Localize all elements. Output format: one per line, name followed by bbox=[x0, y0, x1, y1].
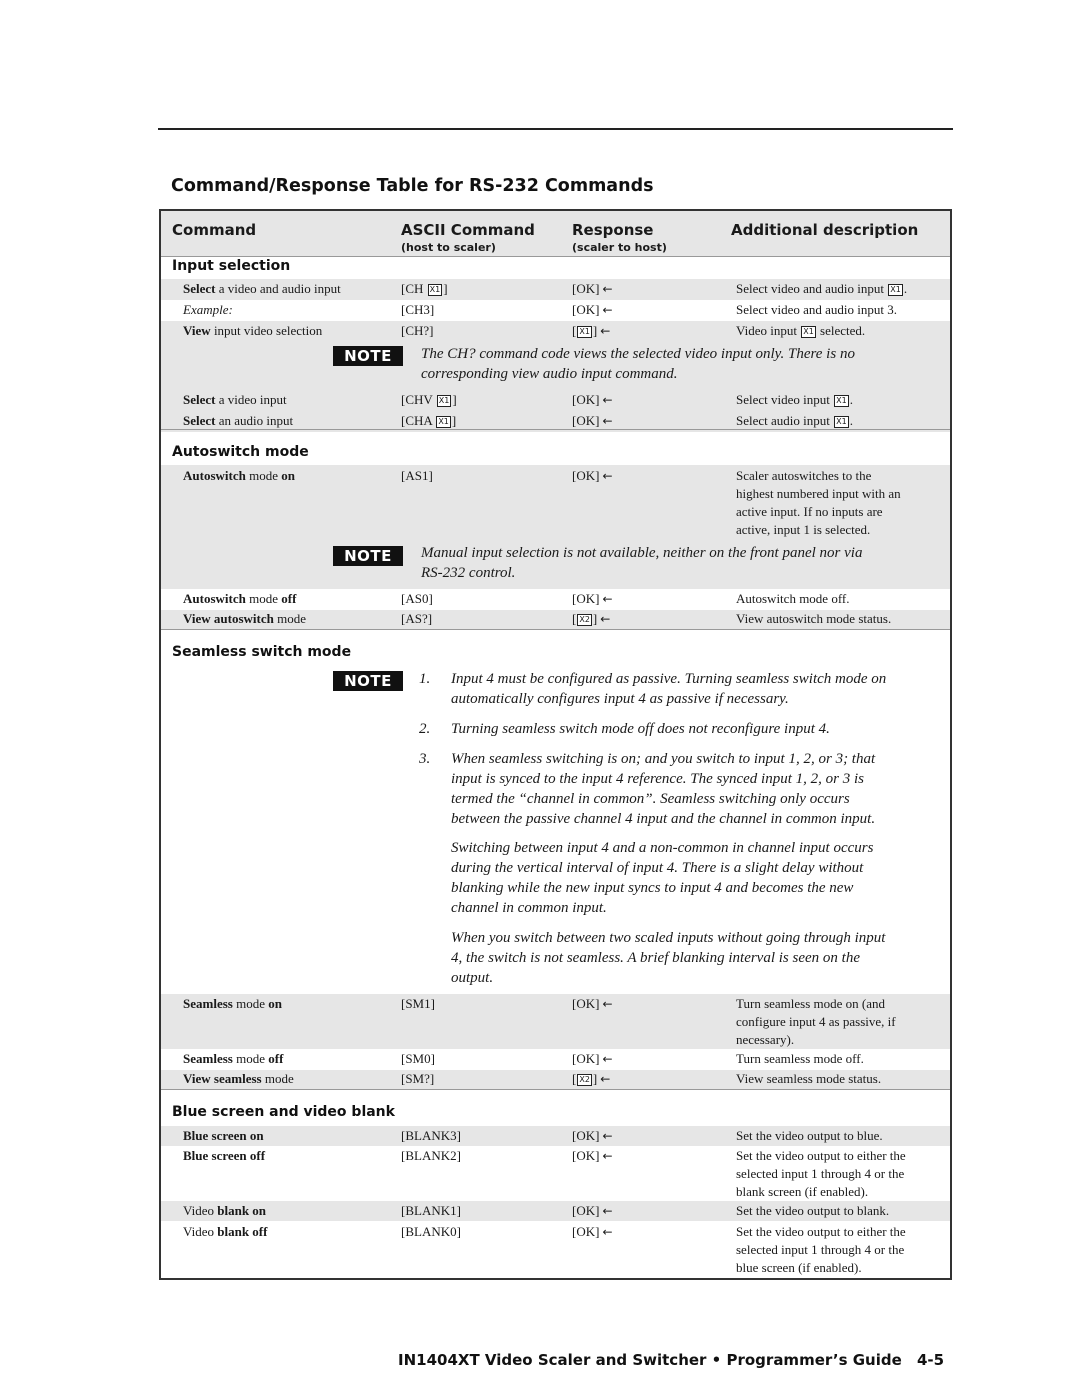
row-response: [ X1 ] ← bbox=[572, 323, 611, 338]
note-text: input is synced to the input 4 reference. The synced input 1, 2, or 3 is bbox=[451, 771, 864, 787]
row-command: Autoswitch mode on bbox=[183, 468, 295, 483]
row-description-line: Scaler autoswitches to the bbox=[736, 468, 872, 483]
note-badge: NOTE bbox=[333, 346, 403, 366]
return-arrow-icon: ← bbox=[602, 997, 613, 1011]
section-divider bbox=[161, 429, 950, 430]
row-response: [OK] ← bbox=[572, 1051, 613, 1066]
table-row bbox=[161, 321, 950, 342]
page-footer: IN1404XT Video Scaler and Switcher • Programmer’s Guide bbox=[398, 1351, 902, 1369]
note-text: corresponding view audio input command. bbox=[421, 366, 678, 382]
note-text: Manual input selection is not available, neither on the front panel nor via bbox=[421, 545, 863, 561]
return-arrow-icon: ← bbox=[602, 414, 613, 428]
x1-icon: X1 bbox=[438, 396, 450, 405]
row-response: [OK] ← bbox=[572, 413, 613, 428]
table-row bbox=[161, 610, 950, 629]
table-row bbox=[161, 300, 950, 321]
row-description-line: active, input 1 is selected. bbox=[736, 522, 871, 537]
row-description-line: blank screen (if enabled). bbox=[736, 1184, 869, 1199]
note-text: blanking while the new input syncs to input 4 and becomes the new bbox=[451, 880, 854, 896]
table-row bbox=[161, 1146, 950, 1201]
x2-icon: X2 bbox=[579, 1075, 590, 1084]
header-response-sub: (scaler to host) bbox=[572, 241, 667, 254]
return-arrow-icon: ← bbox=[602, 1204, 613, 1218]
table-row bbox=[161, 1049, 950, 1070]
row-command: Select a video and audio input bbox=[183, 281, 341, 296]
row-ascii: [SM1] bbox=[401, 996, 435, 1011]
row-command: Select a video input bbox=[183, 392, 287, 407]
row-ascii: [BLANK3] bbox=[401, 1128, 461, 1143]
row-description: Select audio input X1 . bbox=[736, 413, 853, 428]
note-text: Turning seamless switch mode off does not reconfigure input 4. bbox=[451, 721, 830, 737]
row-ascii: [BLANK1] bbox=[401, 1203, 461, 1218]
note-text: 4, the switch is not seamless. A brief blanking interval is seen on the bbox=[451, 950, 860, 966]
section-divider bbox=[161, 1089, 950, 1090]
section-seamless: Seamless switch mode bbox=[172, 644, 352, 660]
row-ascii: [CH X1 ] bbox=[401, 281, 448, 296]
table-header bbox=[161, 211, 950, 257]
note-text: When you switch between two scaled inputs without going through input bbox=[451, 930, 886, 946]
table-row bbox=[161, 589, 950, 610]
return-arrow-icon: ← bbox=[602, 1225, 613, 1239]
header-ascii-sub: (host to scaler) bbox=[401, 241, 496, 254]
row-description-line: configure input 4 as passive, if bbox=[736, 1014, 896, 1029]
x1-icon: X1 bbox=[803, 327, 814, 336]
row-response: [OK] ← bbox=[572, 468, 613, 483]
return-arrow-icon: ← bbox=[602, 592, 613, 606]
return-arrow-icon: ← bbox=[602, 1052, 613, 1066]
row-command: Blue screen on bbox=[183, 1128, 264, 1143]
return-arrow-icon: ← bbox=[602, 303, 613, 317]
note-text: RS-232 control. bbox=[421, 565, 516, 581]
table-row bbox=[161, 390, 950, 411]
x2-icon: X2 bbox=[579, 615, 590, 624]
command-response-table bbox=[159, 209, 952, 1280]
table-row bbox=[161, 994, 950, 1049]
note-text: The CH? command code views the selected video input only. There is no bbox=[421, 346, 855, 362]
return-arrow-icon: ← bbox=[600, 1072, 611, 1086]
note-text: termed the “channel in common”. Seamless switching only occurs bbox=[451, 791, 850, 807]
table-row bbox=[161, 279, 950, 300]
row-command: Seamless mode off bbox=[183, 1051, 284, 1066]
row-ascii: [CH3] bbox=[401, 302, 435, 317]
header-description: Additional description bbox=[731, 221, 919, 239]
row-description: Autoswitch mode off. bbox=[736, 591, 850, 606]
row-ascii: [AS0] bbox=[401, 591, 433, 606]
note-item-number: 1. bbox=[419, 671, 431, 687]
row-description-line: Set the video output to either the bbox=[736, 1148, 906, 1163]
header-command: Command bbox=[172, 221, 257, 239]
x1-icon: X1 bbox=[429, 285, 441, 294]
note-text: during the vertical interval of input 4. There is a slight delay without bbox=[451, 860, 864, 876]
row-response: [OK] ← bbox=[572, 1148, 613, 1163]
note-badge: NOTE bbox=[333, 546, 403, 566]
note-badge: NOTE bbox=[333, 671, 403, 691]
return-arrow-icon: ← bbox=[602, 1129, 613, 1143]
row-command: Autoswitch mode off bbox=[183, 591, 297, 606]
row-description-line: blue screen (if enabled). bbox=[736, 1260, 862, 1275]
table-row bbox=[161, 1221, 950, 1278]
row-description: View seamless mode status. bbox=[736, 1071, 882, 1086]
row-ascii: [SM0] bbox=[401, 1051, 435, 1066]
return-arrow-icon: ← bbox=[602, 469, 613, 483]
x1-icon: X1 bbox=[836, 396, 847, 405]
note-text: between the passive channel 4 input and the channel in common input. bbox=[451, 811, 876, 827]
page-title: Command/Response Table for RS-232 Commands bbox=[171, 176, 654, 196]
row-description: Turn seamless mode off. bbox=[736, 1051, 864, 1066]
row-command: Blue screen off bbox=[183, 1148, 266, 1163]
x1-icon: X1 bbox=[579, 327, 590, 336]
x1-icon: X1 bbox=[890, 285, 901, 294]
row-response: [OK] ← bbox=[572, 591, 613, 606]
row-description-line: selected input 1 through 4 or the bbox=[736, 1166, 905, 1181]
note-item-number: 2. bbox=[419, 721, 431, 737]
row-description-line: selected input 1 through 4 or the bbox=[736, 1242, 905, 1257]
row-response: [OK] ← bbox=[572, 281, 613, 296]
section-divider bbox=[161, 629, 950, 630]
row-description: Select video and audio input 3. bbox=[736, 302, 898, 317]
table-row bbox=[161, 1126, 950, 1146]
top-rule bbox=[158, 128, 953, 130]
row-response: [OK] ← bbox=[572, 996, 613, 1011]
note-text: When seamless switching is on; and you switch to input 1, 2, or 3; that bbox=[451, 751, 876, 767]
row-description: Set the video output to blank. bbox=[736, 1203, 890, 1218]
note-text: Input 4 must be configured as passive. Turning seamless switch mode on bbox=[451, 671, 887, 687]
row-command: Seamless mode on bbox=[183, 996, 282, 1011]
row-description-line: Turn seamless mode on (and bbox=[736, 996, 886, 1011]
note-text: Switching between input 4 and a non-common in channel input occurs bbox=[451, 840, 874, 856]
section-input-selection: Input selection bbox=[172, 258, 291, 274]
return-arrow-icon: ← bbox=[602, 282, 613, 296]
row-command: Example: bbox=[183, 302, 233, 317]
row-command: Select an audio input bbox=[183, 413, 294, 428]
x1-icon: X1 bbox=[836, 417, 847, 426]
row-response: [OK] ← bbox=[572, 302, 613, 317]
return-arrow-icon: ← bbox=[600, 324, 611, 338]
row-description-line: necessary). bbox=[736, 1032, 795, 1047]
row-command: Video blank on bbox=[183, 1203, 267, 1218]
table-row bbox=[161, 465, 950, 543]
row-description: Select video and audio input X1 . bbox=[736, 281, 908, 296]
note-text: output. bbox=[451, 970, 494, 986]
note-text: automatically configures input 4 as passive if necessary. bbox=[451, 691, 789, 707]
table-row bbox=[161, 1070, 950, 1089]
row-command: View seamless mode bbox=[183, 1071, 294, 1086]
row-ascii: [CHA X1 ] bbox=[401, 413, 457, 428]
row-response: [OK] ← bbox=[572, 392, 613, 407]
row-response: [ X2 ] ← bbox=[572, 1071, 611, 1086]
return-arrow-icon: ← bbox=[600, 612, 611, 626]
section-blue-screen: Blue screen and video blank bbox=[172, 1104, 395, 1120]
row-description: View autoswitch mode status. bbox=[736, 611, 892, 626]
note-item-number: 3. bbox=[419, 751, 431, 767]
row-ascii: [CH?] bbox=[401, 323, 434, 338]
row-ascii: [AS1] bbox=[401, 468, 433, 483]
row-command: View autoswitch mode bbox=[183, 611, 307, 626]
header-response: Response bbox=[572, 221, 654, 239]
return-arrow-icon: ← bbox=[602, 1149, 613, 1163]
row-description-line: Set the video output to either the bbox=[736, 1224, 906, 1239]
page-number: 4-5 bbox=[917, 1351, 945, 1369]
row-description: Set the video output to blue. bbox=[736, 1128, 883, 1143]
row-response: [ X2 ] ← bbox=[572, 611, 611, 626]
row-ascii: [AS?] bbox=[401, 611, 433, 626]
header-ascii-command: ASCII Command bbox=[401, 221, 535, 239]
row-ascii: [BLANK0] bbox=[401, 1224, 461, 1239]
row-response: [OK] ← bbox=[572, 1128, 613, 1143]
row-ascii: [CHV X1 ] bbox=[401, 392, 457, 407]
row-description: Select video input X1 . bbox=[736, 392, 853, 407]
row-ascii: [BLANK2] bbox=[401, 1148, 461, 1163]
table-row bbox=[161, 1201, 950, 1221]
return-arrow-icon: ← bbox=[602, 393, 613, 407]
row-ascii: [SM?] bbox=[401, 1071, 435, 1086]
row-response: [OK] ← bbox=[572, 1203, 613, 1218]
section-autoswitch: Autoswitch mode bbox=[172, 444, 309, 460]
x1-icon: X1 bbox=[438, 417, 449, 426]
note-text: channel in common input. bbox=[451, 900, 607, 916]
row-command: Video blank off bbox=[183, 1224, 268, 1239]
row-description: Video input X1 selected. bbox=[736, 323, 866, 338]
row-description-line: highest numbered input with an bbox=[736, 486, 901, 501]
row-command: View input video selection bbox=[183, 323, 323, 338]
row-response: [OK] ← bbox=[572, 1224, 613, 1239]
row-description-line: active input. If no inputs are bbox=[736, 504, 883, 519]
